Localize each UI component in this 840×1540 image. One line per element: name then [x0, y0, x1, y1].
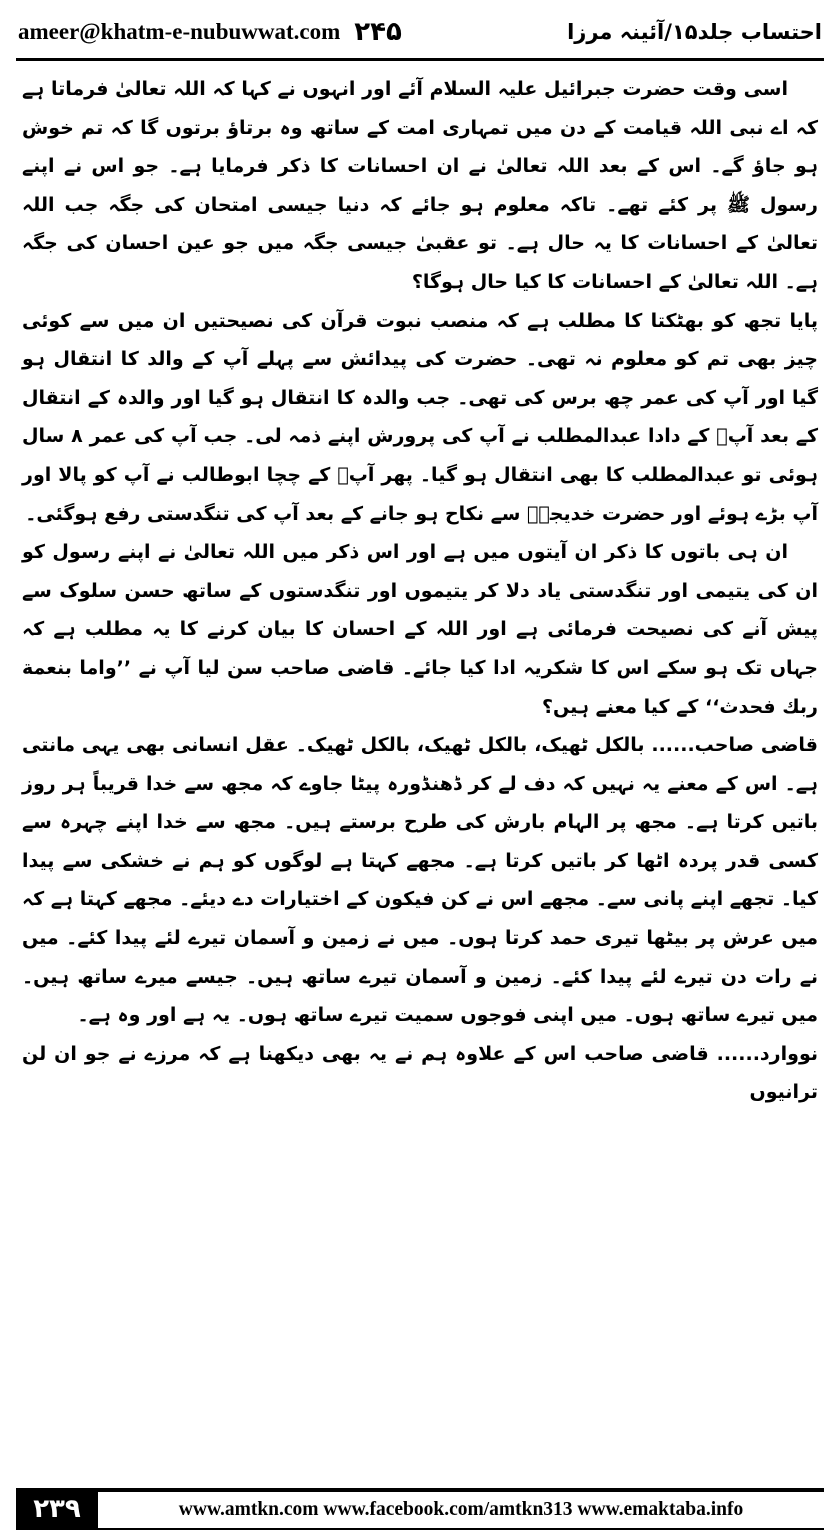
footer-links: www.amtkn.com www.facebook.com/amtkn313 www.emaktaba.info: [98, 1488, 824, 1530]
footer-page-number: ۲۳۹: [16, 1488, 98, 1530]
paragraph: پایا تجھ کو بھٹکتا کا مطلب ہے کہ منصب نبوت قرآن کی نصیحتیں ان میں سے کوئی چیز بھی تم کو معلوم نہ تھی۔ حضرت کی پیدائش سے پہلے آپ کے والد کا انتقال ہو گیا اور آپ کی عمر چھ برس کی تھی۔ جب والدہ کا انتقال ہو گیا اور والدہ کے انتقال کے بعد آپؐ کے دادا عبدالمطلب نے آپ کی پرورش اپنے ذمہ لی۔ جب آپ کی عمر ۸ سال ہوئی تو عبدالمطلب کا بھی انتقال ہو گیا۔ پھر آپؐ کے چچا ابوطالب نے آپ کو پالا اور آپ بڑے ہوئے اور حضرت خدیجہؓ سے نکاح ہو جانے کے بعد آپ کی تنگدستی رفع ہوگئی۔: [22, 309, 818, 525]
header-book-title: احتساب جلد۱۵/آئینہ مرزا: [567, 20, 822, 44]
paragraph: قاضی صاحب...... بالکل ٹھیک، بالکل ٹھیک، بالکل ٹھیک۔ عقل انسانی بھی یہی مانتی ہے۔ اس کے معنے یہ نہیں کہ دف لے کر ڈھنڈورہ پیٹا جاوے کہ مجھ سے خدا قریباً ہر روز باتیں کرتا ہے۔ مجھ پر الہام بارش کی طرح برستے ہیں۔ مجھ سے خدا اپنے چہرہ سے کسی قدر پردہ اٹھا کر باتیں کرتا ہے۔ مجھے کہتا ہے لوگوں کو ہم نے خشکی سے پیدا کیا۔ تجھے اپنے پانی سے۔ مجھے اس نے کن فیکون کے اختیارات دے دیئے۔ مجھے کہتا ہے کہ میں عرش پر بیٹھا تیری حمد کرتا ہوں۔ میں نے زمین و آسمان تیرے لئے پیدا کئے۔ میں نے رات دن تیرے لئے پیدا کئے۔ زمین و آسمان تیرے ساتھ ہیں۔ جیسے میرے ساتھ ہیں۔ میں تیرے ساتھ ہوں۔ میں اپنی فوجوں سمیت تیرے ساتھ ہوں۔ یہ ہے اور وہ ہے۔: [22, 734, 818, 1027]
paragraph: اسی وقت حضرت جبرائیل علیہ السلام آئے اور انہوں نے کہا کہ اللہ تعالیٰ فرماتا ہے کہ اے نبی اللہ قیامت کے دن میں تمہاری امت کے ساتھ وہ برتاؤ برتوں گا کہ تم خوش ہو جاؤ گے۔ اس کے بعد اللہ تعالیٰ نے ان احسانات کا ذکر فرمایا ہے۔ جو اس نے اپنے رسول ﷺ پر کئے تھے۔ تاکہ معلوم ہو جائے کہ دنیا جیسی امتحان کی جگہ جب اللہ تعالیٰ کے احسانات کا یہ حال ہے۔ تو عقبیٰ جیسی جگہ میں جو عین احسان کی جگہ ہے۔ اللہ تعالیٰ کے احسانات کا کیا حال ہوگا؟: [22, 78, 818, 293]
header-rule: [16, 58, 824, 61]
header-page-number: ۲۴۵: [354, 17, 402, 47]
page-header: [18, 10, 822, 54]
paragraph: نووارد...... قاضی صاحب اس کے علاوہ ہم نے یہ بھی دیکھنا ہے کہ مرزے نے جو ان لن ترانیوں: [22, 1042, 818, 1104]
header-email: ameer@khatm-e-nubuwwat.com: [18, 19, 341, 44]
page-body: [22, 70, 818, 1480]
header-left: [18, 17, 402, 47]
page-footer: [16, 1488, 824, 1530]
paragraph: ان ہی باتوں کا ذکر ان آیتوں میں ہے اور اس ذکر میں اللہ تعالیٰ نے اپنے رسول کو ان کی یتیمی اور تنگدستی یاد دلا کر یتیموں اور تنگدستوں کے ساتھ حسن سلوک سے پیش آنے کی نصیحت فرمائی ہے اور اللہ کے احسان کا بیان کرنے کا یہ مطلب ہے کہ جہاں تک ہو سکے اس کا شکریہ ادا کیا جائے۔ قاضی صاحب سن لیا آپ نے ’’واما بنعمة ربك فحدث‘‘ کے کیا معنے ہیں؟: [22, 541, 818, 718]
